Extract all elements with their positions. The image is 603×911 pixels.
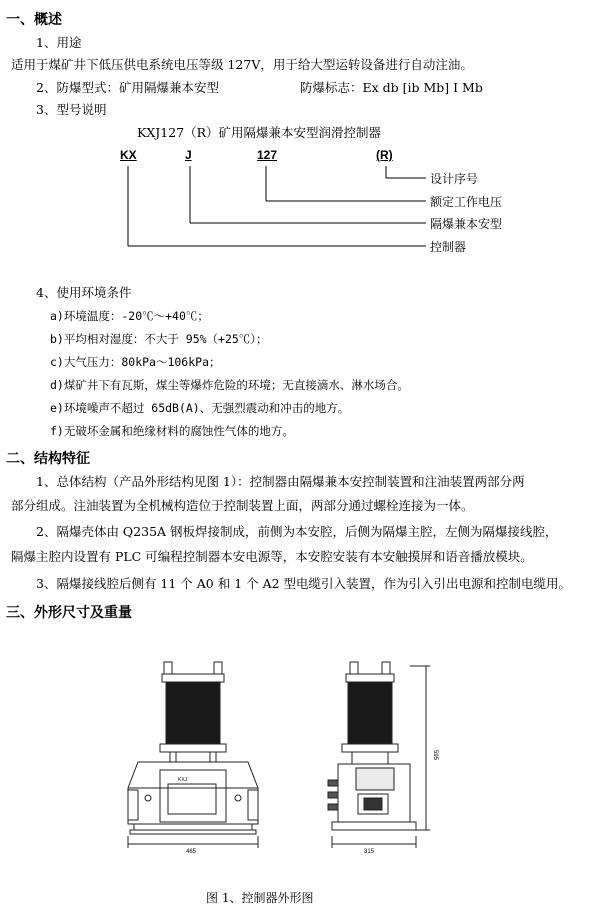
structure-p1-line1: 1、总体结构（产品外形结构见图 1）：控制器由隔爆兼本安控制装置和注油装置两部分两: [36, 474, 525, 489]
env-item: c)大气压力：80kPa～106kPa；: [50, 355, 221, 369]
env-title: 4、使用环境条件: [36, 285, 132, 300]
code-label-controller: 控制器: [430, 240, 467, 254]
env-item: e)环境噪声不超过 65dB(A)、无强烈震动和冲击的地方。: [50, 401, 350, 415]
structure-p2-line2: 隔爆主腔内设置有 PLC 可编程控制器本安电源等，本安腔安装有本安触摸屏和语音播放模块。: [11, 549, 533, 564]
width-dimension: 465: [186, 849, 197, 855]
depth-dimension: 315: [364, 849, 375, 855]
env-item: b)平均相对湿度：不大于 95%（+25℃）；: [50, 332, 268, 346]
code-label-type: 隔爆兼本安型: [430, 217, 503, 231]
env-item: d)煤矿井下有瓦斯，煤尘等爆炸危险的环境；无直接滴水、淋水场合。: [50, 378, 409, 392]
code-127: 127: [257, 148, 278, 162]
usage-title: 1、用途: [36, 35, 82, 50]
model-title: 3、型号说明: [36, 102, 107, 117]
explosion-type: 2、防爆型式：矿用隔爆兼本安型: [36, 80, 219, 95]
code-r: (R): [376, 148, 393, 162]
structure-p1-line2: 部分组成。注油装置为全机械构造位于控制装置上面，两部分通过螺栓连接为一体。: [11, 498, 474, 513]
structure-p2-line1: 2、隔爆壳体由 Q235A 钢板焊接制成，前侧为本安腔，后侧为隔爆主腔，左侧为隔爆接线腔，: [36, 524, 558, 539]
code-label-voltage: 额定工作电压: [430, 195, 503, 209]
section-3-title: 三、外形尺寸及重量: [6, 605, 132, 621]
code-kx: KX: [120, 148, 137, 162]
code-label-design-seq: 设计序号: [430, 172, 479, 186]
model-full-name: KXJ127（R）矿用隔爆兼本安型润滑控制器: [137, 125, 382, 140]
env-item: f)无破坏金属和绝缘材料的腐蚀性气体的地方。: [50, 424, 294, 438]
side-view-drawing: [0, 640, 603, 860]
code-j: J: [185, 148, 192, 162]
structure-p3: 3、隔爆接线腔后侧有 11 个 A0 和 1 个 A2 型电缆引入装置，作为引入引出电源和控制电缆用。: [36, 576, 572, 591]
env-item: a)环境温度：-20℃～+40℃；: [50, 309, 209, 323]
height-dimension: 595: [432, 750, 438, 761]
model-code-leader-lines: [0, 0, 603, 260]
explosion-mark: 防爆标志：Ex db [ib Mb] I Mb: [300, 80, 483, 95]
usage-text: 适用于煤矿井下低压供电系统电压等级 127V，用于给大型运转设备进行自动注油。: [11, 57, 473, 72]
section-2-title: 二、结构特征: [6, 451, 90, 467]
figure-caption: 图 1、控制器外形图: [206, 891, 314, 905]
panel-label: KXJ: [178, 777, 188, 783]
section-1-title: 一、概述: [6, 12, 62, 28]
